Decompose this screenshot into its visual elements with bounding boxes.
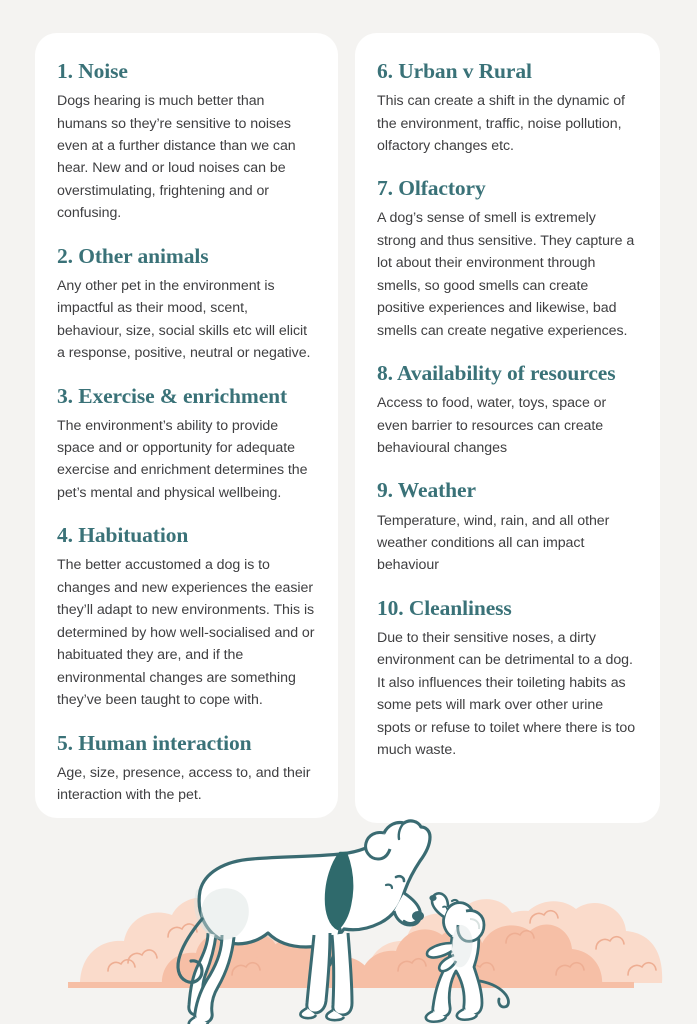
section-title: 1. Noise (57, 59, 128, 83)
greyhound-dog (178, 821, 430, 1024)
illustration-svg (0, 815, 697, 1024)
section-title: 4. Habituation (57, 523, 189, 548)
section-title: 9. Weather (377, 478, 476, 503)
left-content-card (35, 33, 338, 818)
section-cleanliness (377, 596, 638, 762)
greyhound-nose (412, 911, 424, 921)
right-content-card (355, 33, 660, 823)
section-body: This can create a shift in the dynamic of the environment, traffic, noise pollution, olfactory changes etc. (377, 93, 625, 154)
section-title: 5. Human interaction (57, 730, 252, 755)
section-title: 10. Cleanliness (377, 595, 512, 620)
section-body: Dogs hearing is much better than humans so they’re sensitive to noises even at a further distance than we can hear. New and or loud noises can be overstimulating, frightening and or confusing. (57, 93, 296, 222)
section-body: The environment’s ability to provide space and or opportunity for adequate exercise and enrichment determines the pet’s mental and physical wellbeing. (57, 417, 308, 501)
two-dogs-greeting-illustration (0, 815, 697, 1024)
section-noise (57, 59, 316, 225)
dachshund-nose (429, 895, 436, 901)
section-human-interaction (57, 731, 316, 807)
section-habituation (57, 523, 316, 711)
section-weather (377, 478, 638, 576)
section-body: Age, size, presence, access to, and their interaction with the pet. (57, 764, 311, 804)
section-body: The better accustomed a dog is to changes and new experiences the easier they’ll adapt to new environments. This is determined by how well-socialised and or habituated they are, and if the environmental changes are something they’ve been taught to cope with. (57, 557, 315, 709)
section-olfactory (377, 176, 638, 342)
section-availability-of-resources (377, 361, 638, 459)
greyhound-front-leg-near (332, 933, 352, 1015)
section-body: Temperature, wind, rain, and all other weather conditions all can impact behaviour (377, 512, 610, 574)
section-title: 3. Exercise & enrichment (57, 383, 288, 408)
section-title: 7. Olfactory (377, 176, 486, 201)
section-title: 8. Availability of resources (377, 361, 616, 386)
section-body: A dog’s sense of smell is extremely strong and thus sensitive. They capture a lot about their environment through smells, so good smells can create positive experiences and likewise, bad smells can create negative experiences. (377, 210, 635, 339)
section-other-animals (57, 244, 316, 365)
section-urban-v-rural (377, 59, 638, 157)
section-title: 6. Urban v Rural (377, 59, 532, 83)
section-exercise-enrichment (57, 384, 316, 505)
section-body: Due to their sensitive noses, a dirty environment can be detrimental to a dog. It also influences their toileting habits as some pets will mark over other urine spots or refuse to toilet where there is too much waste. (377, 629, 636, 759)
section-body: Any other pet in the environment is impactful as their mood, scent, behaviour, size, social skills etc will elicit a response, positive, neutral or negative. (57, 277, 311, 362)
section-title: 2. Other animals (57, 243, 209, 268)
section-body: Access to food, water, toys, space or even barrier to resources can create behavioural changes (377, 395, 607, 457)
